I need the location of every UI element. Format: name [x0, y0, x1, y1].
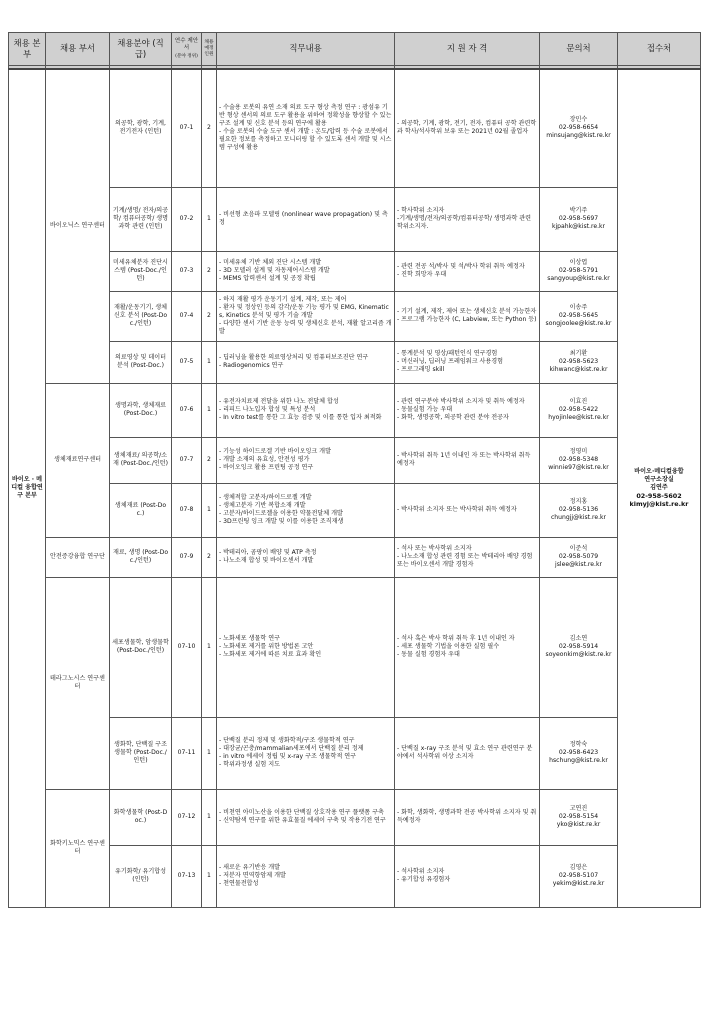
duty-text: - 딥러닝을 활용한 의료영상처리 및 컴퓨터보조진단 연구 - Radiogenomics 연구 — [219, 353, 369, 369]
qual-cell — [395, 437, 540, 483]
contact-email: hyojinlee@kist.re.kr — [548, 414, 609, 422]
duty-text: - 하지 재활 평가 운동기기 설계, 제작, 또는 제어 - 환자 및 정상인 등의 감각/운동 기능 평가 및 EMG, Kinematics, Kinetics 분석 및 평가 기술 개발 - 다양한 센서 기반 운동 능력 및 생체신호 분석, 재활 알고리즘 개발 — [219, 295, 392, 336]
num-cell: 1 — [202, 577, 217, 717]
contact-email: hschung@kist.re.kr — [549, 757, 608, 765]
receipt-name: 김연주 — [650, 483, 668, 491]
contact-name: 최기환 — [569, 349, 588, 357]
qual-cell — [395, 789, 540, 845]
qual-text: - 학사학위 소지자 -기계/생명/전자/의공학/컴퓨터공학/ 생명과학 관련 학위소지자. — [397, 206, 532, 231]
table-row — [9, 341, 701, 383]
qual-cell — [395, 187, 540, 251]
field-cell: 재료, 생명 (Post-Doc./인턴) — [110, 537, 172, 577]
num-cell: 1 — [202, 187, 217, 251]
code-cell: 07-3 — [172, 251, 202, 291]
duty-text: - 노화세포 생물학 연구 - 노화세포 제거를 위한 방법론 고안 - 노화세포 제거에 따른 치료 효과 확인 — [219, 634, 322, 659]
duty-cell — [217, 577, 395, 717]
duty-text: - 기능성 하이드로겔 기반 바이오잉크 개발 - 개발 소재의 유효성, 안전성 평가 - 바이오잉크 활용 프린팅 공정 연구 — [219, 447, 331, 472]
qual-text: - 석사 또는 박사학위 소지자 - 나노소재 합성 관련 경험 또는 박테리아 배양 경험 또는 바이오센서 개발 경험자 — [397, 544, 533, 569]
table-row — [9, 291, 701, 341]
contact-cell — [540, 69, 618, 187]
contact-email: yekim@kist.re.kr — [552, 880, 605, 888]
contact-email: songjoolee@kist.re.kr — [545, 320, 612, 328]
table-row — [9, 187, 701, 251]
qual-cell — [395, 845, 540, 907]
duty-cell — [217, 483, 395, 537]
table-row — [9, 437, 701, 483]
duty-cell — [217, 291, 395, 341]
dept-theragnosis: 테라그노시스 연구센터 — [46, 577, 110, 789]
field-cell: 세포생물학, 암생물학 (Post-Doc./인턴) — [110, 577, 172, 717]
qual-cell — [395, 383, 540, 437]
header-field: 채용분야 (직급) — [110, 33, 172, 66]
contact-phone: 02-958-5136 — [558, 505, 599, 513]
contact-name: 장민수 — [569, 116, 588, 124]
header-receipt: 접수처 — [618, 33, 701, 66]
qual-cell — [395, 251, 540, 291]
table-row — [9, 383, 701, 437]
field-cell: 기계/생명/ 전자/의공학/ 컴퓨터공학/ 생명과학 관련 (인턴) — [110, 187, 172, 251]
contact-phone: 02-958-6423 — [558, 748, 599, 756]
header-dept: 채용 부서 — [46, 33, 110, 66]
duty-cell — [217, 187, 395, 251]
code-cell: 07-12 — [172, 789, 202, 845]
field-cell: 의료영상 및 데이터 분석 (Post-Doc.) — [110, 341, 172, 383]
header-hq: 채용 본부 — [9, 33, 46, 66]
contact-email: minsujang@kist.re.kr — [546, 132, 611, 140]
contact-name: 김영은 — [569, 863, 588, 871]
contact-phone: 02-958-5107 — [558, 871, 599, 879]
duty-cell — [217, 537, 395, 577]
contact-email: chungjj@kist.re.kr — [550, 514, 607, 522]
duty-text: - 비천연 아미노산을 이용한 단백질 상호작용 연구 플랫폼 구축 - 신약탐색 연구를 위한 유효물질 에세이 구축 및 작용기전 연구 — [219, 808, 386, 824]
qual-text: - 의공학, 기계, 광학, 전기, 전자, 컴퓨터 공학 관련학과 학사/석사학위 보유 또는 2021년 02월 졸업자 — [397, 120, 537, 136]
contact-phone: 02-958-5348 — [558, 455, 599, 463]
code-cell: 07-6 — [172, 383, 202, 437]
receipt-email: kimyj@kist.re.kr — [629, 500, 689, 509]
contact-phone: 02-958-5697 — [558, 214, 599, 222]
qual-text: - 석사학위 소지자 - 유기합성 유경험자 — [397, 867, 451, 883]
contact-cell — [540, 537, 618, 577]
num-cell: 1 — [202, 483, 217, 537]
qual-text: - 단백질 x-ray 구조 분석 및 효소 연구 관련연구 분야에서 석사학위 이상 소지자 — [397, 744, 533, 760]
duty-text: - 수술용 로봇의 유연 소재 의료 도구 형상 측정 연구 : 광섬유 기반 형상 센서의 의료 도구 활용을 위하여 정확성을 향상할 수 있는 구조 설계 및 신호 분석 등의 연구에 활용 - 수술 로봇의 수술 도구 센서 개발 : 온도/압력 등 수술 로봇에서 필요한 정보를 측정하고 모니터링 할 수 있도록 센서 개발 및 시스템 구성에 활용 — [219, 104, 392, 152]
contact-name: 정학숙 — [569, 740, 588, 748]
qual-cell — [395, 717, 540, 789]
duty-cell — [217, 251, 395, 291]
qual-cell — [395, 291, 540, 341]
contact-email: kihwanc@kist.re.kr — [549, 366, 608, 374]
table-row — [9, 717, 701, 789]
contact-phone: 02-958-5623 — [558, 357, 599, 365]
duty-cell — [217, 437, 395, 483]
qual-cell — [395, 341, 540, 383]
code-cell: 07-9 — [172, 537, 202, 577]
contact-cell — [540, 341, 618, 383]
qual-text: - 박사학위 취득 1년 이내인 자 또는 박사학위 취득 예정자 — [397, 451, 531, 467]
qual-cell — [395, 537, 540, 577]
code-cell: 07-2 — [172, 187, 202, 251]
header-code — [172, 33, 202, 66]
header-code-sub: (분야 정위) — [175, 53, 198, 59]
field-cell: 생명과학, 생체재료 (Post-Doc.) — [110, 383, 172, 437]
code-cell: 07-1 — [172, 69, 202, 187]
num-cell: 1 — [202, 789, 217, 845]
duty-cell — [217, 845, 395, 907]
dept-biomat: 생체재료연구센터 — [46, 383, 110, 537]
contact-name: 정지홍 — [569, 497, 588, 505]
duty-cell — [217, 789, 395, 845]
header-num: 채용 예정 인원 — [202, 33, 217, 66]
code-cell: 07-11 — [172, 717, 202, 789]
duty-text: - 박테리아, 곰팡이 배양 및 ATP 측정 - 나노소재 합성 및 바이오센서 개발 — [219, 548, 317, 564]
field-cell: 생체재료/ 의공학/소재 (Post-Doc./인턴) — [110, 437, 172, 483]
duty-cell — [217, 69, 395, 187]
table-row — [9, 789, 701, 845]
num-cell: 2 — [202, 251, 217, 291]
code-cell: 07-4 — [172, 291, 202, 341]
contact-cell — [540, 483, 618, 537]
hq-cell: 바이오 · 메디컬 융합연구 본부 — [9, 69, 46, 907]
contact-email: soyeonkim@kist.re.kr — [545, 651, 612, 659]
contact-email: jslee@kist.re.kr — [555, 561, 602, 569]
table-row — [9, 69, 701, 187]
num-cell: 1 — [202, 845, 217, 907]
table-row — [9, 483, 701, 537]
contact-phone: 02-958-5645 — [558, 311, 599, 319]
contact-phone: 02-958-5791 — [558, 266, 599, 274]
code-cell: 07-7 — [172, 437, 202, 483]
table-row — [9, 577, 701, 717]
num-cell: 2 — [202, 291, 217, 341]
field-cell: 재활/운동기기, 생체신호 분석 (Post-Doc./인턴) — [110, 291, 172, 341]
contact-phone: 02-958-5422 — [558, 405, 599, 413]
num-cell: 2 — [202, 437, 217, 483]
duty-cell — [217, 383, 395, 437]
contact-phone: 02-958-5914 — [558, 642, 599, 650]
contact-cell — [540, 437, 618, 483]
num-cell: 2 — [202, 69, 217, 187]
contact-cell — [540, 717, 618, 789]
header-duty: 직무내용 — [217, 33, 395, 66]
contact-name: 이송주 — [569, 303, 588, 311]
num-cell: 1 — [202, 717, 217, 789]
contact-name: 정영미 — [569, 447, 588, 455]
contact-cell — [540, 789, 618, 845]
table-row — [9, 251, 701, 291]
contact-name: 김소연 — [569, 634, 588, 642]
contact-name: 고연진 — [569, 804, 588, 812]
contact-cell — [540, 187, 618, 251]
qual-text: - 기기 설계, 제작, 제어 또는 생체신호 분석 가능한자 - 프로그램 가능한자 (C, Labview, 또는 Python 등) — [397, 307, 537, 323]
receipt-line1: 바이오·메디컬융합 — [634, 467, 684, 475]
qual-text: - 통계분석 및 영상/패턴인식 연구경험 - 머신러닝, 딥러닝 프레임워크 사용경험 - 프로그래밍 skill — [397, 349, 504, 374]
duty-text: - 생체적합 고분자/하이드로젤 개발 - 생체고분자 기반 복합소재 개발 - 고분자/하이드로젤을 이용한 약물전달체 개발 - 3D프린팅 잉크 개발 및 이를 이용한 조직재생 — [219, 493, 344, 526]
code-cell: 07-10 — [172, 577, 202, 717]
receipt-line2: 연구소장실 — [644, 475, 674, 483]
contact-cell — [540, 845, 618, 907]
duty-text: - 유전자치료제 전달을 위한 나노 전달체 합성 - 리피드 나노입자 합성 및 특성 분석 - In vitro test를 통한 그 효능 검증 및 이를 통한 입자 최적화 — [219, 397, 382, 422]
duty-cell — [217, 341, 395, 383]
header-row — [9, 33, 701, 66]
dept-safety: 안전증강융합 연구단 — [46, 537, 110, 577]
field-cell: 미세유체분자 진단시스템 (Post-Doc./인턴) — [110, 251, 172, 291]
contact-cell — [540, 251, 618, 291]
code-cell: 07-13 — [172, 845, 202, 907]
dept-bionics: 바이오닉스 연구센터 — [46, 69, 110, 383]
duty-text: - 미세유체 기반 체외 진단 시스템 개발 - 3D 모델러 설계 및 자동제어시스템 개발 - MEMS 압력센서 설계 및 공정 확립 — [219, 258, 330, 283]
field-cell: 생체재료 (Post-Doc.) — [110, 483, 172, 537]
qual-text: - 석사 혹은 박사 학위 취득 후 1년 이내인 자 - 세포 생물학 기법을 이용한 실험 필수 - 동물 실험 경험자 우대 — [397, 634, 515, 659]
qual-cell — [395, 69, 540, 187]
table-row — [9, 845, 701, 907]
qual-text: - 화학, 생화학, 생명과학 전공 박사학위 소지자 및 취득예정자 — [397, 808, 537, 824]
duty-cell — [217, 717, 395, 789]
receipt-cell — [618, 69, 701, 907]
num-cell: 2 — [202, 537, 217, 577]
contact-cell — [540, 577, 618, 717]
contact-name: 이준석 — [569, 544, 588, 552]
contact-email: kjpahk@kist.re.kr — [551, 223, 606, 231]
duty-text: - 새로운 유기반응 개발 - 저분자 면역항암제 개발 - 천연물전합성 — [219, 863, 286, 888]
duty-text: - 비선형 초음파 모델링 (nonlinear wave propagation) 및 측정 — [219, 210, 388, 226]
contact-email: winnie97@kist.re.kr — [548, 464, 609, 472]
qual-cell — [395, 483, 540, 537]
contact-cell — [540, 383, 618, 437]
header-code-label: 연수 제안서 — [174, 37, 199, 52]
header-contact: 문의처 — [540, 33, 618, 66]
contact-name: 박기주 — [569, 206, 588, 214]
qual-text: - 박사학위 소지자 또는 박사학위 취득 예정자 — [397, 505, 517, 513]
contact-name: 이효진 — [569, 397, 588, 405]
recruitment-table — [8, 32, 701, 908]
code-cell: 07-5 — [172, 341, 202, 383]
qual-text: - 관련 연구분야 박사학위 소지자 및 취득 예정자 - 동물실험 가능 우대 - 화학, 생명공학, 의공학 관련 분야 전공자 — [397, 397, 525, 422]
duty-text: - 단백질 분리 정제 및 생화학적/구조 생물학적 연구 - 대장균/곤충/mammalian세포에서 단백질 분리 정제 - in vitro 에세이 정립 및 x-ray 구조 생물학적 연구 - 학위과정생 실험 지도 — [219, 736, 364, 769]
dept-chemkin: 화학키노믹스 연구센터 — [46, 789, 110, 907]
receipt-phone: 02-958-5602 — [636, 491, 682, 500]
contact-phone: 02-958-5154 — [558, 812, 599, 820]
contact-email: yko@kist.re.kr — [556, 821, 601, 829]
contact-cell — [540, 291, 618, 341]
num-cell: 1 — [202, 341, 217, 383]
contact-phone: 02-958-6654 — [558, 124, 599, 132]
header-qual: 지 원 자 격 — [395, 33, 540, 66]
num-cell: 1 — [202, 383, 217, 437]
field-cell: 생화학, 단백질 구조 생물학 (Post-Doc./인턴) — [110, 717, 172, 789]
qual-text: - 관련 전공 석/박사 및 석/박사 학위 취득 예정자 - 진학 희망자 우대 — [397, 262, 525, 278]
field-cell: 의공학, 광학, 기계, 전기전자 (인턴) — [110, 69, 172, 187]
field-cell: 유기화학/ 유기합성 (인턴) — [110, 845, 172, 907]
contact-email: sangyoup@kist.re.kr — [547, 275, 610, 283]
qual-cell — [395, 577, 540, 717]
field-cell: 화학생물학 (Post-Doc.) — [110, 789, 172, 845]
contact-phone: 02-958-5079 — [558, 552, 599, 560]
contact-name: 이상엽 — [569, 258, 588, 266]
code-cell: 07-8 — [172, 483, 202, 537]
table-row — [9, 537, 701, 577]
